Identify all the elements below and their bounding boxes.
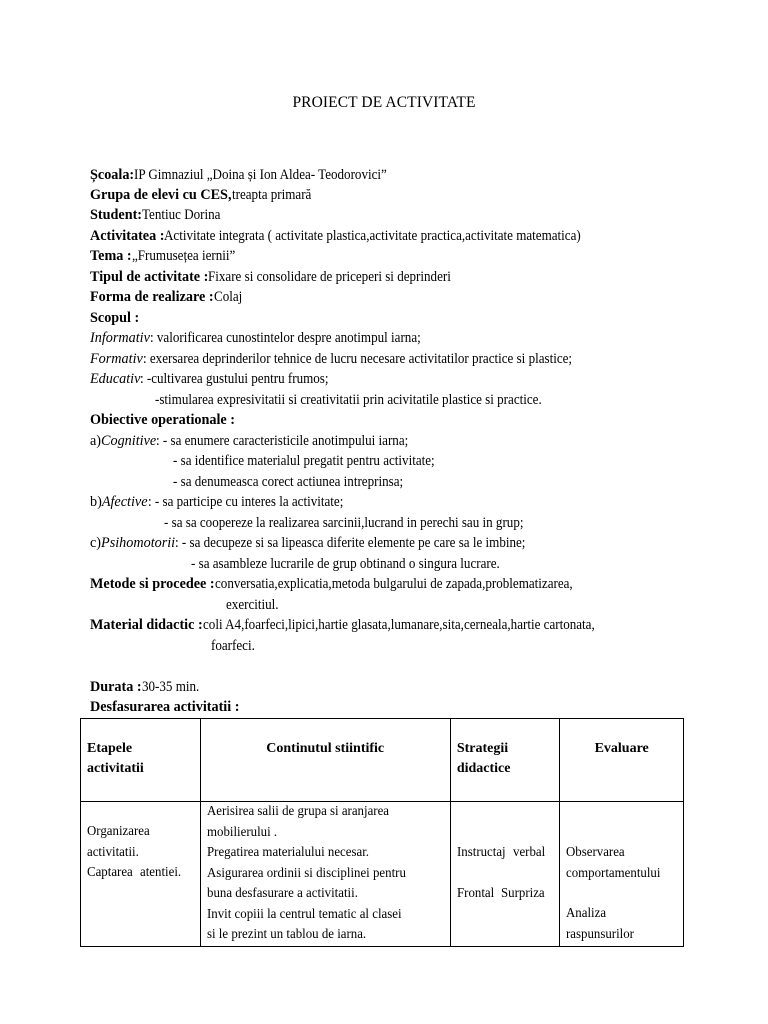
field-label: Tema : bbox=[90, 248, 132, 264]
obiectiv-text: - sa asambleze lucrarile de grup obtinand o singura lucrare. bbox=[191, 556, 500, 572]
field-value: „Frumusețea iernii” bbox=[131, 248, 235, 264]
cell-text: raspunsurilor bbox=[566, 926, 635, 942]
field-label: Durata : bbox=[90, 679, 142, 695]
obiective-heading: Obiective operationale : bbox=[90, 412, 235, 428]
scop-value: -stimularea expresivitatii si creativitatii prin acivitatile plastice si practice. bbox=[155, 392, 542, 408]
table-header-row bbox=[81, 719, 684, 802]
field-label: Scopul : bbox=[90, 310, 140, 326]
scop-label: Formativ bbox=[90, 351, 143, 367]
field-value: Activitate integrata ( activitate plastica,activitate practica,activitate matematica) bbox=[164, 228, 582, 244]
desfasurarea-heading: Desfasurarea activitatii : bbox=[90, 699, 240, 715]
cell-etapele bbox=[81, 802, 201, 947]
header-text: Etapele bbox=[87, 741, 133, 756]
obiectiv-afective-1 bbox=[90, 492, 360, 512]
obiectiv-label: Afective bbox=[101, 494, 148, 510]
header-text: Evaluare bbox=[594, 741, 649, 756]
header-text: Continutul stiintific bbox=[266, 741, 385, 756]
scop-label: Informativ bbox=[90, 330, 150, 346]
scopul-educativ bbox=[90, 369, 345, 389]
cell-text: Asigurarea ordinii si disciplinei pentru bbox=[206, 865, 406, 881]
field-scoala bbox=[90, 165, 409, 185]
field-label: Material didactic : bbox=[90, 617, 203, 633]
obiectiv-psihomotorii-2 bbox=[191, 554, 527, 574]
field-label: Student: bbox=[90, 207, 143, 223]
obiectiv-cognitive-3 bbox=[173, 472, 423, 492]
obiectiv-label: Cognitive bbox=[101, 433, 157, 449]
cell-text: si le prezint un tablou de iarna. bbox=[206, 927, 366, 942]
cell-text: activitatii. bbox=[87, 844, 139, 860]
scop-value: : valorificarea cunostintelor despre anotimpul iarna; bbox=[149, 330, 421, 346]
field-student bbox=[90, 205, 227, 225]
field-grupa bbox=[90, 185, 318, 205]
field-material bbox=[90, 615, 629, 635]
cell-evaluare bbox=[560, 802, 684, 947]
cell-text: Captarea bbox=[87, 865, 133, 880]
scopul-formativ bbox=[90, 349, 609, 369]
field-tipul bbox=[90, 267, 472, 287]
obiectiv-prefix: a) bbox=[90, 433, 102, 449]
scop-label: Educativ bbox=[90, 371, 141, 387]
obiectiv-text: - sa sa coopereze la realizarea sarcinii,lucrand in perechi sau in grup; bbox=[164, 515, 524, 531]
scopul-informativ bbox=[90, 328, 444, 348]
cell-spacer bbox=[566, 884, 677, 904]
header-text: activitatii bbox=[87, 761, 144, 776]
field-value: IP Gimnaziul „Doina și Ion Aldea- Teodorovici” bbox=[134, 167, 387, 183]
field-value: conversatia,explicatia,metoda bulgarului de zapada,problematizarea, bbox=[214, 576, 573, 592]
header-text: didactice bbox=[456, 761, 511, 776]
cell-text: Observarea bbox=[566, 845, 626, 860]
table-row bbox=[81, 802, 684, 947]
field-label: Grupa de elevi cu CES, bbox=[90, 187, 232, 203]
obiectiv-text: : - sa participe cu interes la activitate; bbox=[147, 494, 343, 510]
field-value: Fixare si consolidare de priceperi si deprinderi bbox=[208, 269, 452, 285]
scopul-educativ-cont bbox=[155, 390, 575, 410]
field-scopul bbox=[90, 308, 139, 328]
cell-text: Surpriza bbox=[500, 885, 545, 901]
field-label: Metode si procedee : bbox=[90, 576, 215, 592]
obiectiv-cognitive-2 bbox=[173, 451, 457, 471]
cell-text: mobilierului . bbox=[206, 824, 277, 840]
obiectiv-cognitive-1 bbox=[90, 431, 430, 451]
field-tema bbox=[90, 246, 244, 266]
obiectiv-prefix: b) bbox=[90, 494, 102, 510]
field-forma bbox=[90, 287, 244, 307]
cell-spacer bbox=[457, 864, 554, 884]
field-label: Școala: bbox=[90, 167, 135, 183]
field-durata bbox=[90, 677, 204, 697]
obiectiv-prefix: c) bbox=[90, 535, 102, 551]
field-value: 30-35 min. bbox=[141, 679, 199, 695]
obiectiv-text: : - sa enumere caracteristicile anotimpului iarna; bbox=[156, 433, 409, 449]
cell-text: Frontal bbox=[456, 885, 495, 901]
cell-text: Aerisirea salii de grupa si aranjarea bbox=[206, 804, 389, 819]
header-text: Strategii bbox=[456, 741, 509, 756]
field-value: coli A4,foarfeci,lipici,hartie glasata,lumanare,sita,cerneala,hartie cartonata, bbox=[202, 617, 595, 633]
cell-text: Instructaj bbox=[456, 845, 506, 860]
scop-value: : exersarea deprinderilor tehnice de lucru necesare activitatilor practice si plastice; bbox=[142, 351, 572, 367]
scop-value: : -cultivarea gustului pentru frumos; bbox=[140, 371, 329, 387]
cell-text: verbal bbox=[513, 845, 546, 860]
field-value: treapta primară bbox=[231, 187, 311, 203]
cell-text: comportamentului bbox=[566, 865, 661, 881]
cell-text: Pregatirea materialului necesar. bbox=[206, 845, 369, 860]
field-material-cont bbox=[211, 636, 259, 656]
obiectiv-label: Psihomotorii bbox=[101, 535, 176, 551]
activity-table bbox=[80, 718, 684, 947]
cell-text: Analiza bbox=[566, 906, 607, 921]
field-label: Activitatea : bbox=[90, 228, 165, 244]
obiectiv-afective-2 bbox=[164, 513, 555, 533]
header-continutul bbox=[200, 719, 450, 802]
field-metode-cont bbox=[226, 595, 283, 615]
field-label: Tipul de activitate : bbox=[90, 269, 209, 285]
field-activitatea bbox=[90, 226, 617, 246]
header-strategii bbox=[450, 719, 560, 802]
field-value: Tentiuc Dorina bbox=[142, 207, 221, 223]
obiectiv-text: - sa denumeasca corect actiunea intreprinsa; bbox=[173, 474, 404, 490]
cell-strategii bbox=[450, 802, 560, 947]
cell-text: Invit copiii la centrul tematic al clasei bbox=[206, 906, 402, 922]
field-value: Colaj bbox=[213, 289, 242, 305]
page-title: PROIECT DE ACTIVITATE bbox=[292, 94, 476, 111]
field-value: foarfeci. bbox=[211, 638, 255, 654]
field-label: Forma de realizare : bbox=[90, 289, 214, 305]
cell-text: buna desfasurare a activitatii. bbox=[206, 886, 358, 901]
cell-continutul bbox=[200, 802, 450, 947]
obiectiv-text: - sa identifice materialul pregatit pentru activitate; bbox=[173, 453, 435, 469]
header-etapele bbox=[81, 719, 201, 802]
obiectiv-psihomotorii-1 bbox=[90, 533, 556, 553]
cell-text: atentiei. bbox=[140, 865, 182, 880]
header-evaluare bbox=[560, 719, 684, 802]
field-value: exercitiul. bbox=[226, 597, 279, 613]
obiectiv-text: : - sa decupeze si sa lipeasca diferite elemente pe care sa le imbine; bbox=[175, 535, 526, 551]
cell-text: Organizarea bbox=[87, 824, 150, 839]
field-metode bbox=[90, 574, 603, 594]
